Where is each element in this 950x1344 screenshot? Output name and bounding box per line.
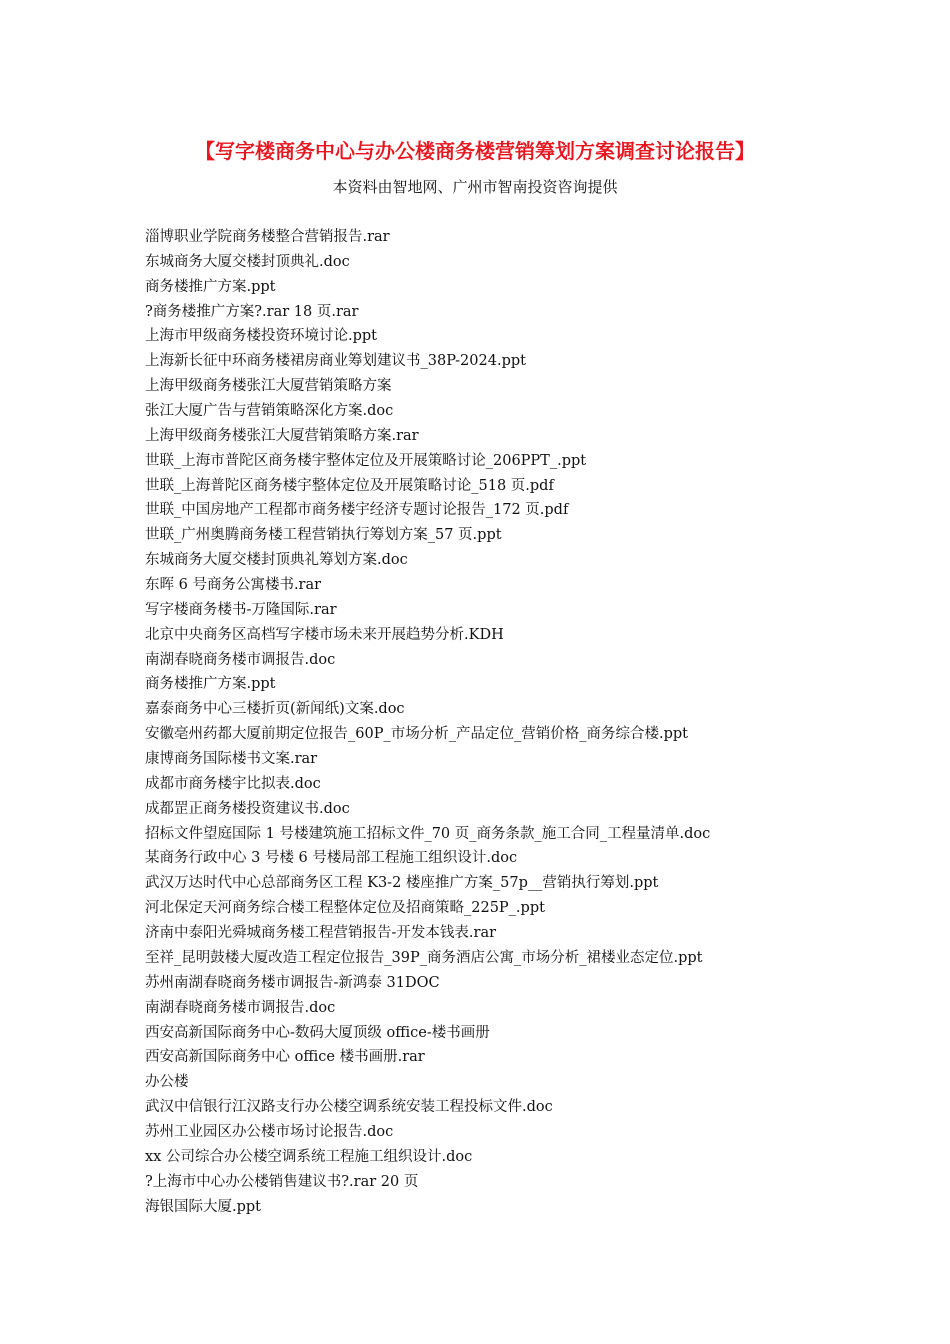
file-list-item: 南湖春晓商务楼市调报告.doc [145,651,336,668]
file-list-item: 商务楼推广方案.ppt [145,278,276,295]
file-list-item: xx 公司综合办公楼空调系统工程施工组织设计.doc [145,1148,473,1165]
file-list-item: 武汉中信银行江汉路支行办公楼空调系统安装工程投标文件.doc [145,1099,553,1116]
document-title: 【写字楼商务中心与办公楼商务楼营销筹划方案调查讨论报告】 [195,139,755,163]
file-list-item: 成都罡正商务楼投资建议书.doc [145,800,350,817]
file-list-item: 东晖 6 号商务公寓楼书.rar [145,577,322,594]
file-list-item: 成都市商务楼宇比拟表.doc [145,775,321,792]
file-list-item: 世联_广州奥腾商务楼工程营销执行筹划方案_57 页.ppt [145,527,502,544]
file-list-item: 至祥_昆明鼓楼大厦改造工程定位报告_39P_商务酒店公寓_市场分析_裙楼业态定位.ppt [145,949,703,966]
file-list-item: 上海甲级商务楼张江大厦营销策略方案.rar [145,427,419,444]
file-list-item: 世联_中国房地产工程都市商务楼宇经济专题讨论报告_172 页.pdf [145,502,569,519]
file-list-item: 西安高新国际商务中心-数码大厦顶级 office-楼书画册 [145,1024,490,1041]
file-list-item: 康博商务国际楼书文案.rar [145,751,318,768]
file-list-item: 办公楼 [145,1074,189,1091]
file-list-item: 上海甲级商务楼张江大厦营销策略方案 [145,378,392,395]
file-list-item: 淄博职业学院商务楼整合营销报告.rar [145,229,390,245]
file-list-item: 北京中央商务区高档写字楼市场未来开展趋势分析.KDH [145,626,504,643]
document-subtitle: 本资料由智地网、广州市智南投资咨询提供 [332,178,618,196]
file-list-item: ?上海市中心办公楼销售建议书?.rar 20 页 [145,1173,419,1190]
file-list-item: 写字楼商务楼书-万隆国际.rar [145,601,337,618]
file-list-item: 东城商务大厦交楼封顶典礼.doc [145,253,350,270]
file-list-item: 某商务行政中心 3 号楼 6 号楼局部工程施工组织设计.doc [145,850,518,867]
file-list-item: 嘉泰商务中心三楼折页(新闻纸)文案.doc [145,701,405,718]
file-list-item: 世联_上海市普陀区商务楼宇整体定位及开展策略讨论_206PPT_.ppt [145,452,587,469]
file-list-item: 世联_上海普陀区商务楼宇整体定位及开展策略讨论_518 页.pdf [145,477,554,494]
file-list-item: 招标文件望庭国际 1 号楼建筑施工招标文件_70 页_商务条款_施工合同_工程量清单.doc [145,825,711,842]
file-list-item: 南湖春晓商务楼市调报告.doc [145,999,336,1016]
file-list-item: ?商务楼推广方案?.rar 18 页.rar [145,303,359,320]
file-list-item: 张江大厦广告与营销策略深化方案.doc [145,403,394,420]
file-list-item: 安徽亳州药都大厦前期定位报告_60P_市场分析_产品定位_营销价格_商务综合楼.ppt [145,726,688,743]
file-list-item: 河北保定天河商务综合楼工程整体定位及招商策略_225P_.ppt [145,900,545,917]
file-list-item: 济南中泰阳光舜城商务楼工程营销报告-开发本钱表.rar [145,925,497,942]
file-list-item: 西安高新国际商务中心 office 楼书画册.rar [145,1049,425,1066]
file-list-item: 上海新长征中环商务楼裙房商业筹划建议书_38P-2024.ppt [145,353,526,370]
file-list-item: 苏州工业园区办公楼市场讨论报告.doc [145,1123,394,1140]
file-list-item: 海银国际大厦.ppt [145,1198,261,1215]
file-list-item: 东城商务大厦交楼封顶典礼筹划方案.doc [145,552,408,569]
file-list-item: 武汉万达时代中心总部商务区工程 K3-2 楼座推广方案_57p__营销执行筹划.ppt [145,875,659,892]
file-list-item: 上海市甲级商务楼投资环境讨论.ppt [145,328,377,345]
file-list-item: 商务楼推广方案.ppt [145,676,276,693]
file-list [145,225,925,1219]
file-list-item: 苏州南湖春晓商务楼市调报告-新鸿泰 31DOC [145,974,440,991]
